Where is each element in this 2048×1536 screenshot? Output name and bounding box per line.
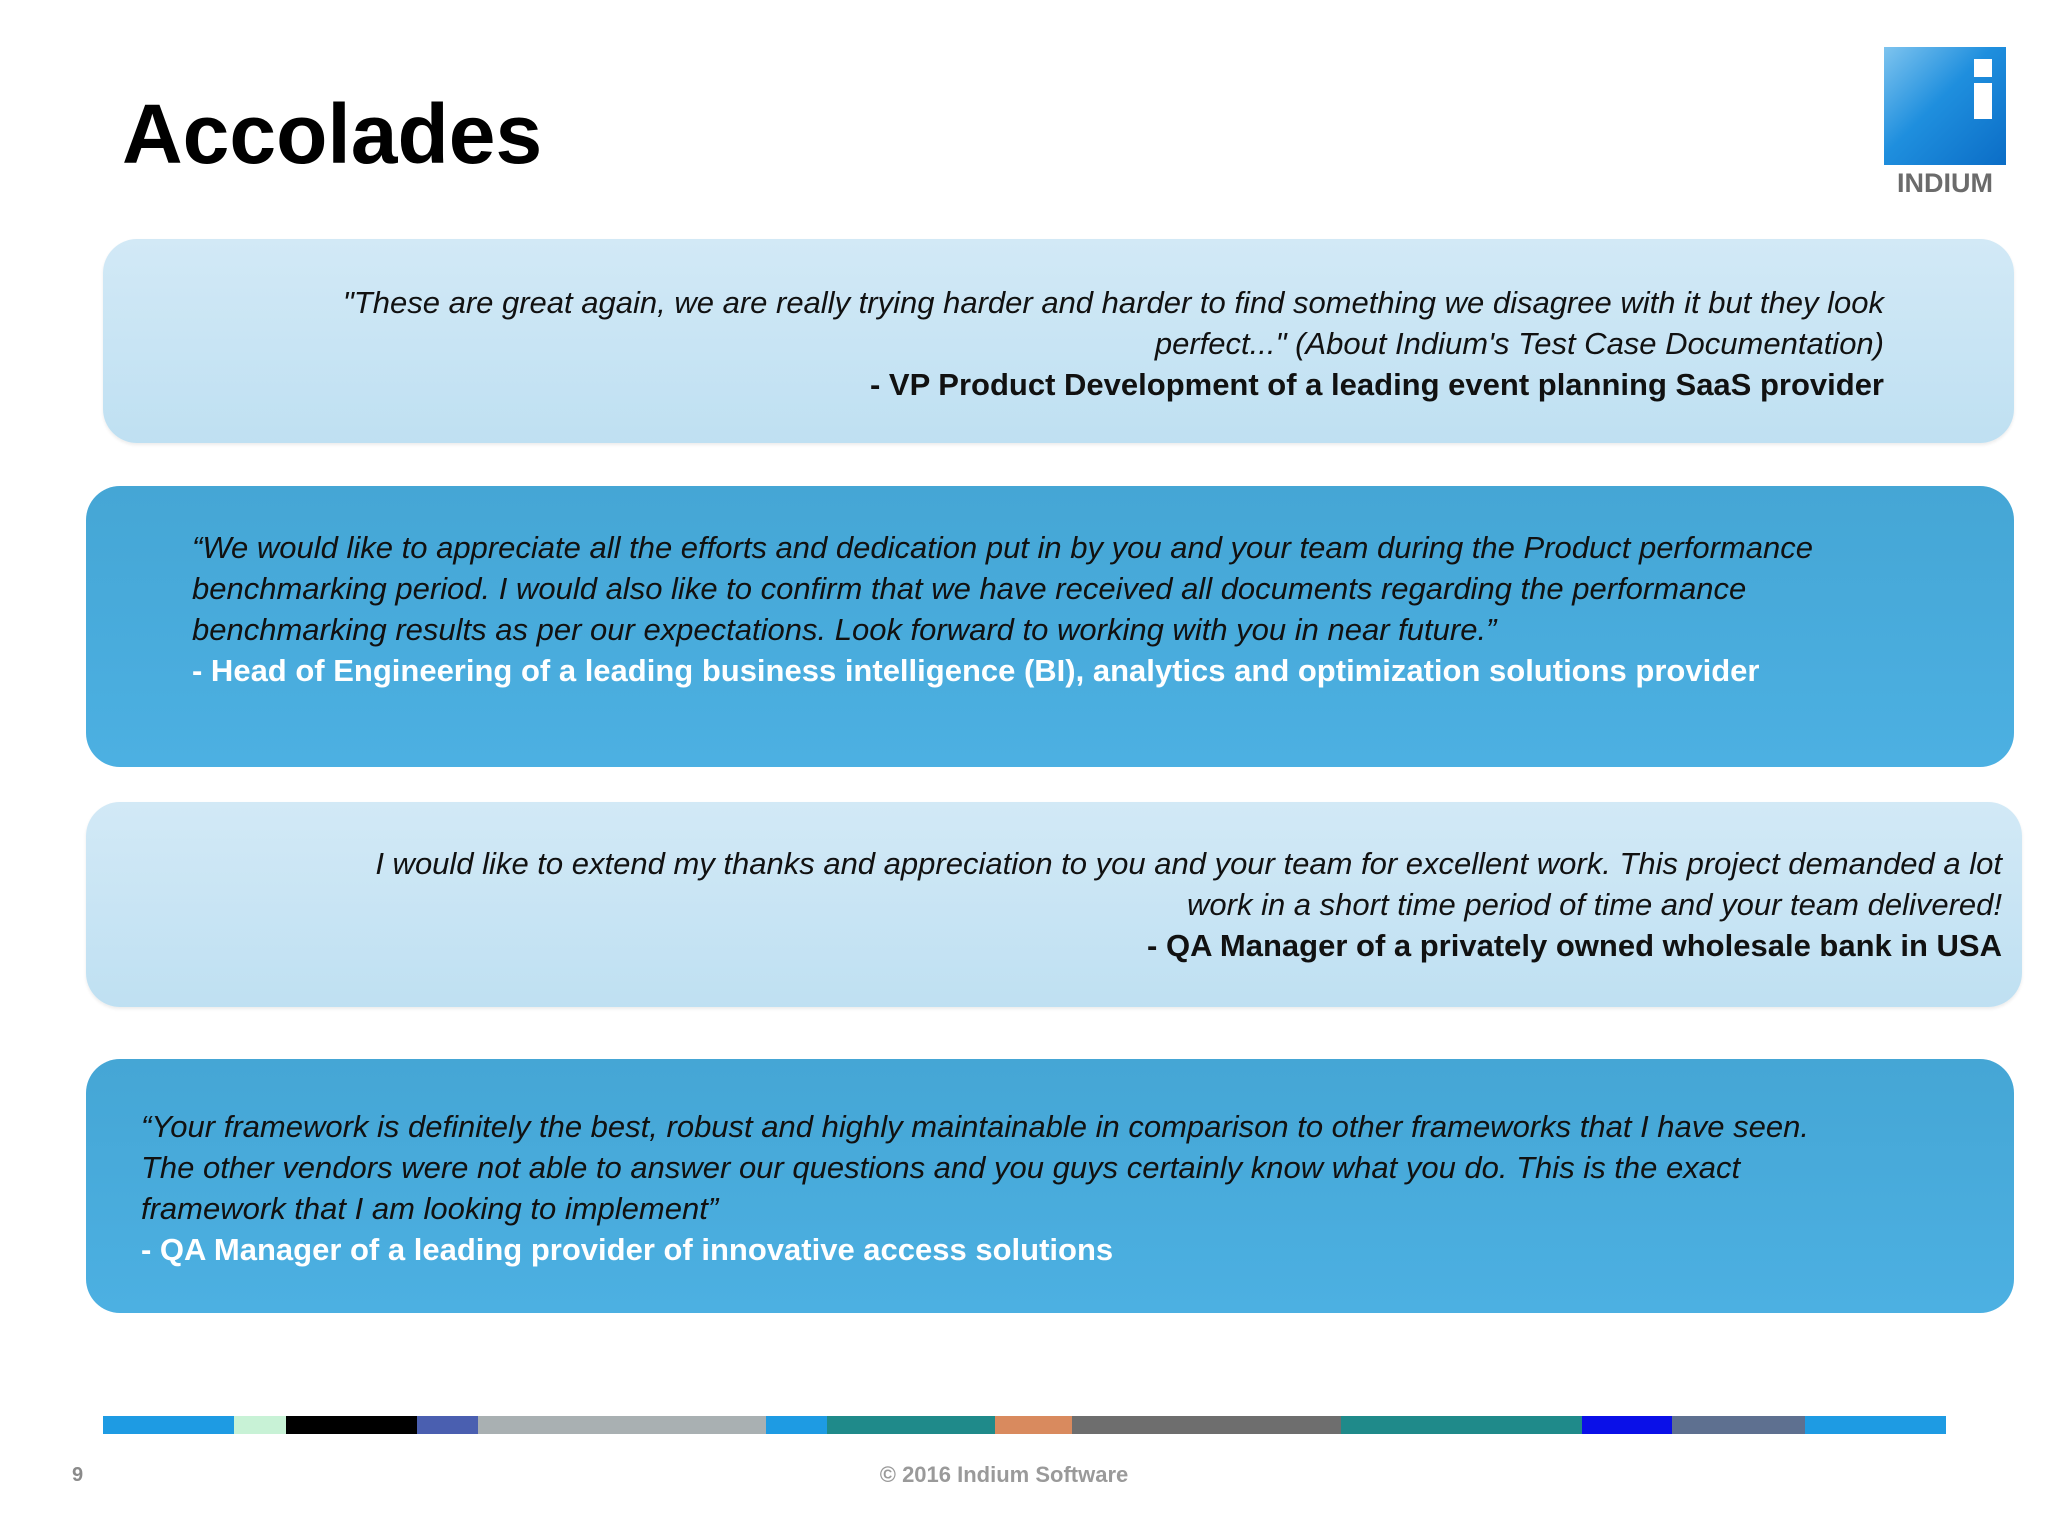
testimonial-quote-line: benchmarking results as per our expectations. Look forward to working with you in near future.” (192, 612, 1497, 647)
testimonial-quote-line: “Your framework is definitely the best, robust and highly maintainable in comparison to other frameworks that I have seen. (141, 1109, 1809, 1144)
indium-i-logo-icon (1884, 47, 2006, 165)
copyright-footer: © 2016 Indium Software (879, 1462, 1129, 1487)
color-bar-segment (1805, 1416, 1946, 1434)
testimonial-quote-line: framework that I am looking to implement” (141, 1191, 719, 1226)
testimonial-card (103, 239, 2014, 443)
color-bar-segment (995, 1416, 1072, 1434)
color-bar-segment (286, 1416, 417, 1434)
color-bar-segment (1072, 1416, 1341, 1434)
testimonial-quote-line: “We would like to appreciate all the efforts and dedication put in by you and your team during the Product performance (192, 530, 1813, 565)
testimonial-quote-line: I would like to extend my thanks and appreciation to you and your team for excellent work. This project demanded a lot (375, 846, 2002, 881)
testimonial-card (86, 802, 2022, 1007)
color-bar-segment (478, 1416, 766, 1434)
decorative-color-bar (103, 1416, 1946, 1434)
page-number: 9 (72, 1464, 84, 1486)
color-bar-segment (234, 1416, 286, 1434)
color-bar-segment (103, 1416, 234, 1434)
color-bar-segment (827, 1416, 995, 1434)
color-bar-segment (417, 1416, 478, 1434)
testimonial-attribution: - VP Product Development of a leading event planning SaaS provider (869, 367, 1884, 402)
indium-logo (1884, 47, 2006, 197)
color-bar-segment (1672, 1416, 1805, 1434)
color-bar-segment (1582, 1416, 1672, 1434)
color-bar-segment (1341, 1416, 1582, 1434)
testimonial-quote-line: "These are great again, we are really trying harder and harder to find something we disagree with it but they look (342, 285, 1884, 320)
testimonial-attribution: - Head of Engineering of a leading business intelligence (BI), analytics and optimization solutions provider (192, 653, 1760, 688)
testimonial-quote-line: The other vendors were not able to answer our questions and you guys certainly know what you do. This is the exact (141, 1150, 1741, 1185)
color-bar-segment (766, 1416, 827, 1434)
testimonial-attribution: - QA Manager of a privately owned wholesale bank in USA (1147, 928, 2002, 963)
logo-text: INDIUM (1897, 168, 1993, 198)
testimonial-quote-line: work in a short time period of time and your team delivered! (1187, 887, 2002, 922)
testimonial-quote-line: benchmarking period. I would also like to confirm that we have received all documents regarding the performance (192, 571, 1747, 606)
page-title: Accolades (122, 87, 543, 181)
testimonial-quote-line: perfect..." (About Indium's Test Case Documentation) (1154, 326, 1884, 361)
testimonial-card (86, 486, 2014, 767)
testimonial-attribution: - QA Manager of a leading provider of innovative access solutions (141, 1232, 1114, 1267)
testimonial-card (86, 1059, 2014, 1313)
